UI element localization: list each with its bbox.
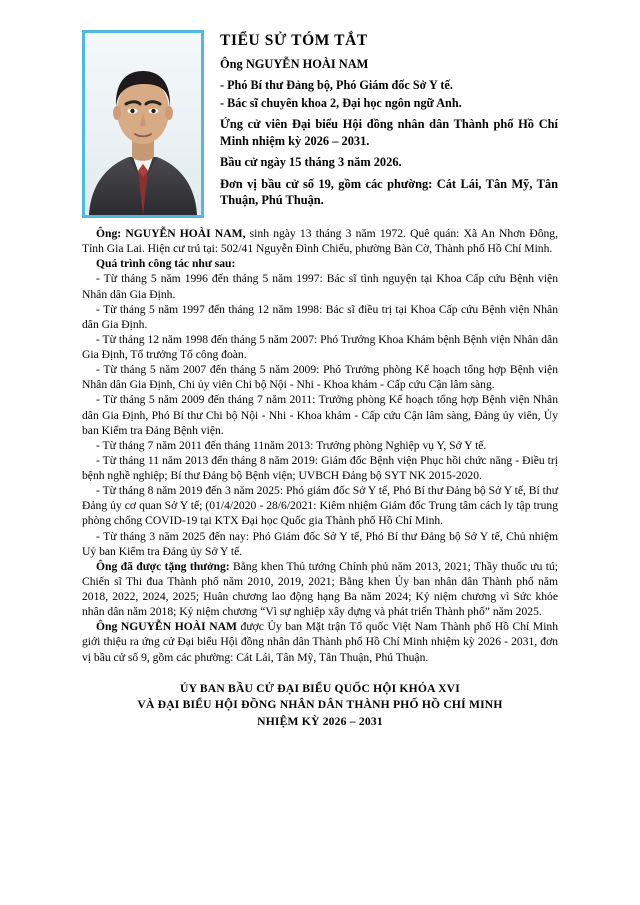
page-title: TIỂU SỬ TÓM TẮT [220,32,368,49]
career-item: - Từ tháng 5 năm 1997 đến tháng 12 năm 1998: Bác sĩ điều trị tại Khoa Cấp cứu Bệnh viện Nhân dân Gia Định. [82,302,558,331]
awards-heading: Ông đã được tặng thưởng: [96,559,230,573]
candidate-position-2: - Bác sĩ chuyên khoa 2, Đại học ngôn ngữ Anh. [220,95,462,110]
career-item: - Từ tháng 5 năm 2007 đến tháng 5 năm 2009: Phó Trưởng phòng Kế hoạch tổng hợp Bệnh viện Nhân dân Gia Định, Chi ủy viên Chi bộ Nội - Nhi - Khoa khám - Cấp cứu Cận lâm sàng. [82,363,558,392]
nomination-text: được Ủy ban Mặt trận Tổ quốc Việt Nam Thành phố Hồ Chí Minh giới thiệu ra ứng cử Đại biểu Hội đồng nhân dân Thành phố Hồ Chí Minh nhiệm kỳ 2026 - 2031, đơn vị bầu cử số 9, gồm các phường: Cát Lái, Tân Mỹ, Tân Thuận, Phú Thuận. [82,620,559,664]
nomination-name: Ông NGUYỄN HOÀI NAM [96,620,237,634]
constituency-info: Đơn vị bầu cử số 19, gồm các phường: Cát Lái, Tân Mỹ, Tân Thuận, Phú Thuận. [220,176,558,208]
career-item: - Từ tháng 7 năm 2011 đến tháng 11năm 2013: Trưởng phòng Nghiệp vụ Y, Sở Y tế. [96,438,487,452]
awards-paragraph [82,559,558,620]
biography-body [82,226,558,665]
candidate-portrait-photo [82,30,204,218]
headline-block [220,30,558,209]
career-heading: Quá trình công tác như sau: [96,257,236,271]
election-date: Bầu cử ngày 15 tháng 3 năm 2026. [220,155,402,170]
career-item: - Từ tháng 3 năm 2025 đến nay: Phó Giám đốc Sở Y tế, Phó Bí thư Đảng bộ Sở Y tế, Chủ nhiệm Uỷ ban Kiểm tra Đảng ủy Sở Y tế. [82,529,558,558]
awards-text: Bằng khen Thủ tướng Chính phủ năm 2013, 2021; Thầy thuốc ưu tú; Chiến sĩ Thi đua Thành phố năm 2010, 2019, 2021; Bằng khen Ủy ban nhân dân Thành phố năm 2018, 2022, 2024, 2025; Huân chương lao động hạng Ba năm 2024; Kỷ niệm chương vì Sức khỏe nhân dân năm 2018; Kỷ niệm chương “Vì sự nghiệp xây dựng và phát triển Thành phố” năm 2025. [82,559,558,619]
footer-line-3: NHIỆM KỲ 2026 – 2031 [257,714,383,728]
bio-intro-paragraph [82,226,558,256]
career-item: - Từ tháng 11 năm 2013 đến tháng 8 năm 2019: Giám đốc Bệnh viện Phục hồi chức năng - Điều trị bệnh nghề nghiệp; Bí thư Đảng bộ Bệnh viện; UVBCH Đảng bộ SYT NK 2015-2020. [82,453,558,482]
career-item: - Từ tháng 8 năm 2019 đến 3 năm 2025: Phó giám đốc Sở Y tế, Phó Bí thư Đảng bộ Sở Y tế, Bí thư Đảng ủy cơ quan Sở Y tế; (01/4/2020 - 28/6/2021: Kiêm nhiệm Giám đốc Trung tâm cách ly tập trung phòng chống COVID-19 tại KTX Đại học Quốc gia Thành phố Hồ Chí Minh. [82,484,558,528]
footer-line-1: ỦY BAN BẦU CỬ ĐẠI BIỂU QUỐC HỘI KHÓA XVI [180,681,460,695]
career-item: - Từ tháng 12 năm 1998 đến tháng 5 năm 2007: Phó Trưởng Khoa Khám bệnh Bệnh viện Nhân dân Gia Định, Tổ trưởng Tổ công đoàn. [82,332,558,361]
candidate-position-1: - Phó Bí thư Đảng bộ, Phó Giám đốc Sở Y tế. [220,77,453,92]
nomination-paragraph [82,619,558,664]
footer-line-2: VÀ ĐẠI BIỂU HỘI ĐỒNG NHÂN DÂN THÀNH PHỐ HỒ CHÍ MINH [137,698,503,712]
candidacy-statement: Ứng cử viên Đại biểu Hội đồng nhân dân Thành phố Hồ Chí Minh nhiệm kỳ 2026 – 2031. [220,117,558,148]
candidate-name-heading: Ông NGUYỄN HOÀI NAM [220,56,369,71]
footer-block [82,681,558,730]
career-item: - Từ tháng 5 năm 2009 đến tháng 7 năm 2011: Trưởng phòng Kế hoạch tổng hợp Bệnh viện Nhân dân Gia Định, Phó Bí thư Chi bộ Nội - Nhi - Khoa khám - Cấp cứu Cận lâm sàng, Đảng ủy viên, Ủy ban Kiểm tra Đảng Bệnh viện. [82,393,558,437]
header-block [82,30,558,218]
portrait-illustration [85,33,201,215]
bio-intro-text: sinh ngày 13 tháng 3 năm 1972. Quê quán: Xã An Nhơn Đông, Tỉnh Gia Lai. Hiện cư trú tại: 502/41 Nguyễn Đình Chiểu, phường Bàn Cờ, Thành phố Hồ Chí Minh. [82,227,558,256]
career-item: - Từ tháng 5 năm 1996 đến tháng 5 năm 1997: Bác sĩ tình nguyện tại Khoa Cấp cứu Bệnh viện Nhân dân Gia Định. [82,272,558,301]
bio-name-bold: Ông: NGUYỄN HOÀI NAM, [96,227,246,240]
